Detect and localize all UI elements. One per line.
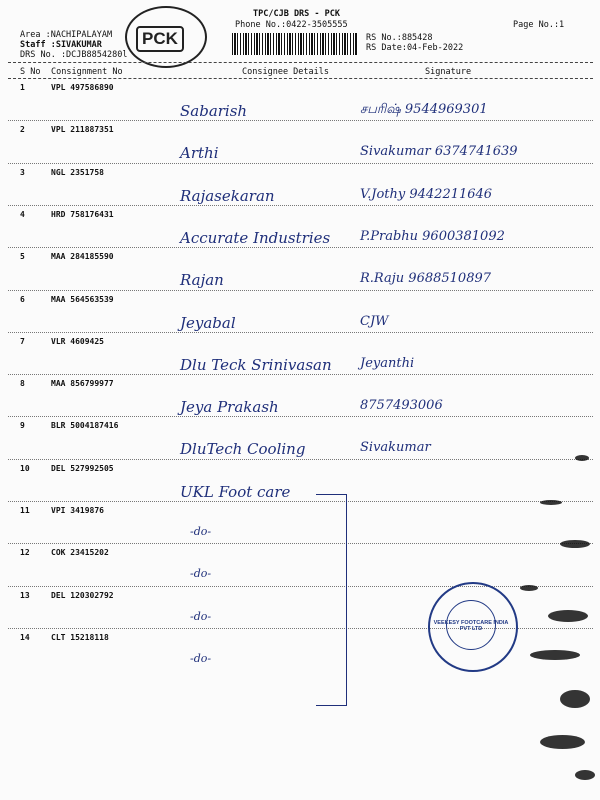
row-divider — [8, 459, 593, 460]
row-number: 8 — [20, 379, 25, 388]
barcode — [232, 33, 358, 55]
consignment-number: VPL 497586890 — [51, 83, 114, 92]
col-signature: Signature — [425, 67, 472, 77]
row-number: 14 — [20, 633, 30, 642]
consignee-name: Accurate Industries — [180, 229, 331, 247]
ink-smudge — [540, 500, 562, 505]
consignee-name: UKL Foot care — [180, 483, 291, 501]
receiver-signature: R.Raju 9688510897 — [360, 271, 492, 286]
row-number: 1 — [20, 83, 25, 92]
header-divider — [8, 62, 593, 63]
handwritten-bracket — [316, 494, 347, 706]
receiver-signature: Jeyanthi — [360, 356, 415, 371]
row-number: 6 — [20, 295, 25, 304]
consignee-name: Rajasekaran — [180, 187, 275, 205]
columns-divider — [8, 78, 593, 79]
receiver-signature: P.Prabhu 9600381092 — [360, 229, 505, 244]
row-divider — [8, 374, 593, 375]
consignment-number: COK 23415202 — [51, 548, 109, 557]
consignment-number: VPL 211887351 — [51, 125, 114, 134]
row-divider — [8, 416, 593, 417]
row-number: 4 — [20, 210, 25, 219]
ink-smudge — [540, 735, 585, 749]
row-number: 13 — [20, 591, 30, 600]
receiver-signature: V.Jothy 9442211646 — [360, 187, 493, 202]
consignee-name: Dlu Teck Srinivasan — [180, 356, 332, 374]
col-sno: S No — [20, 67, 41, 77]
row-number: 5 — [20, 252, 25, 261]
row-number: 9 — [20, 421, 25, 430]
ink-smudge — [520, 585, 538, 591]
row-number: 7 — [20, 337, 25, 346]
consignment-number: VLR 4609425 — [51, 337, 104, 346]
pck-stamp: PCK — [136, 26, 184, 52]
row-divider — [8, 586, 593, 587]
consignment-number: BLR 5004187416 — [51, 421, 119, 430]
document-title: TPC/CJB DRS - PCK — [253, 9, 340, 19]
consignment-number: DEL 527992505 — [51, 464, 114, 473]
drs-number: DRS No. :DCJB8854280l — [20, 50, 128, 60]
consignee-name: -do- — [190, 610, 212, 623]
consignee-name: Jeyabal — [180, 314, 236, 332]
consignee-name: DluTech Cooling — [180, 440, 306, 458]
consignee-name: -do- — [190, 652, 212, 665]
ink-smudge — [560, 540, 590, 548]
consignee-name: Arthi — [180, 144, 219, 162]
row-divider — [8, 205, 593, 206]
row-divider — [8, 501, 593, 502]
col-consignee: Consignee Details — [242, 67, 329, 77]
consignment-number: MAA 856799977 — [51, 379, 114, 388]
col-consignment: Consignment No — [51, 67, 123, 77]
row-number: 2 — [20, 125, 25, 134]
page-number: Page No.:1 — [513, 20, 565, 30]
row-number: 3 — [20, 168, 25, 177]
row-divider — [8, 543, 593, 544]
ink-smudge — [560, 690, 590, 708]
row-divider — [8, 290, 593, 291]
consignment-number: DEL 120302792 — [51, 591, 114, 600]
ink-smudge — [575, 770, 595, 780]
row-number: 10 — [20, 464, 30, 473]
consignment-number: HRD 758176431 — [51, 210, 114, 219]
consignee-name: Sabarish — [180, 102, 248, 120]
consignment-number: NGL 2351758 — [51, 168, 104, 177]
staff-field: Staff :SIVAKUMAR — [20, 40, 102, 50]
consignee-name: -do- — [190, 525, 212, 538]
receiver-signature: சபரிஷ் 9544969301 — [360, 102, 488, 117]
row-number: 11 — [20, 506, 30, 515]
ink-smudge — [530, 650, 580, 660]
consignee-name: Rajan — [180, 271, 224, 289]
ink-smudge — [548, 610, 588, 622]
receiver-signature: CJW — [360, 314, 389, 329]
area-field: Area :NACHIPALAYAM — [20, 30, 113, 40]
row-divider — [8, 247, 593, 248]
company-seal-text: VEEKESY FOOTCARE INDIA PVT LTD — [433, 620, 509, 632]
rs-date: RS Date:04-Feb-2022 — [366, 43, 464, 53]
row-number: 12 — [20, 548, 30, 557]
consignment-number: MAA 284185590 — [51, 252, 114, 261]
row-divider — [8, 163, 593, 164]
receiver-signature: Sivakumar 6374741639 — [360, 144, 518, 159]
row-divider — [8, 332, 593, 333]
receiver-signature: Sivakumar — [360, 440, 431, 455]
consignment-number: CLT 15218118 — [51, 633, 109, 642]
consignment-number: VPI 3419876 — [51, 506, 104, 515]
consignee-name: -do- — [190, 567, 212, 580]
consignment-number: MAA 564563539 — [51, 295, 114, 304]
consignee-name: Jeya Prakash — [180, 398, 279, 416]
row-divider — [8, 120, 593, 121]
rs-number: RS No.:885428 — [366, 33, 433, 43]
ink-smudge — [575, 455, 589, 461]
phone-number: Phone No.:0422-3505555 — [235, 20, 348, 30]
receiver-signature: 8757493006 — [360, 398, 443, 413]
